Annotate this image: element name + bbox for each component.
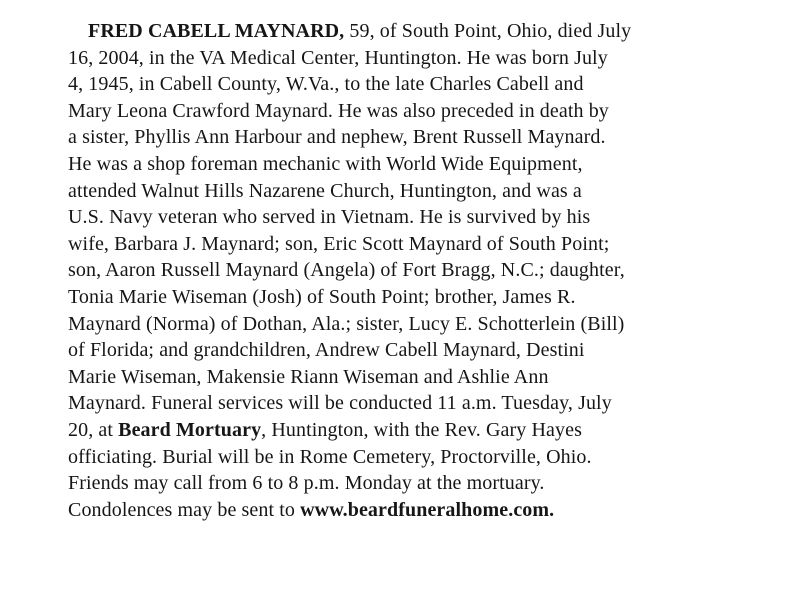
- obituary-line: Friends may call from 6 to 8 p.m. Monday at the mortuary.: [68, 472, 545, 495]
- obituary-line: son, Aaron Russell Maynard (Angela) of Fort Bragg, N.C.; daughter,: [68, 259, 625, 282]
- obituary-line: FRED CABELL MAYNARD, 59, of South Point, Ohio, died July: [88, 20, 632, 42]
- funeral-home-website: www.beardfuneralhome.com.: [300, 498, 555, 521]
- obituary-line: wife, Barbara J. Maynard; son, Eric Scott Maynard of South Point;: [68, 232, 610, 255]
- obituary-line: U.S. Navy veteran who served in Vietnam. He is survived by his: [68, 206, 591, 229]
- obituary-line: Marie Wiseman, Makensie Riann Wiseman and Ashlie Ann: [68, 365, 549, 388]
- obituary-line: 16, 2004, in the VA Medical Center, Huntington. He was born July: [68, 46, 608, 69]
- mortuary-name: Beard Mortuary: [118, 418, 262, 441]
- obituary-line: Mary Leona Crawford Maynard. He was also preceded in death by: [68, 99, 609, 122]
- obituary-name-heading: FRED CABELL MAYNARD,: [88, 20, 345, 42]
- obituary-line: a sister, Phyllis Ann Harbour and nephew, Brent Russell Maynard.: [68, 126, 606, 149]
- obituary-line: attended Walnut Hills Nazarene Church, Huntington, and was a: [68, 179, 582, 202]
- obituary-line: Condolences may be sent to www.beardfuneralhome.com.: [68, 498, 555, 521]
- obituary-line: 4, 1945, in Cabell County, W.Va., to the late Charles Cabell and: [68, 73, 584, 96]
- obituary-line: Maynard. Funeral services will be conducted 11 a.m. Tuesday, July: [68, 392, 612, 415]
- obituary-text: [68, 18, 788, 523]
- obituary-line: He was a shop foreman mechanic with World Wide Equipment,: [68, 152, 583, 175]
- obituary-line: officiating. Burial will be in Rome Cemetery, Proctorville, Ohio.: [68, 445, 592, 468]
- obituary-line: 20, at Beard Mortuary, Huntington, with the Rev. Gary Hayes: [68, 418, 582, 441]
- obituary-line: Maynard (Norma) of Dothan, Ala.; sister, Lucy E. Schotterlein (Bill): [68, 312, 625, 335]
- obituary-line: Tonia Marie Wiseman (Josh) of South Point; brother, James R.: [68, 285, 576, 308]
- obituary-line: of Florida; and grandchildren, Andrew Cabell Maynard, Destini: [68, 339, 585, 362]
